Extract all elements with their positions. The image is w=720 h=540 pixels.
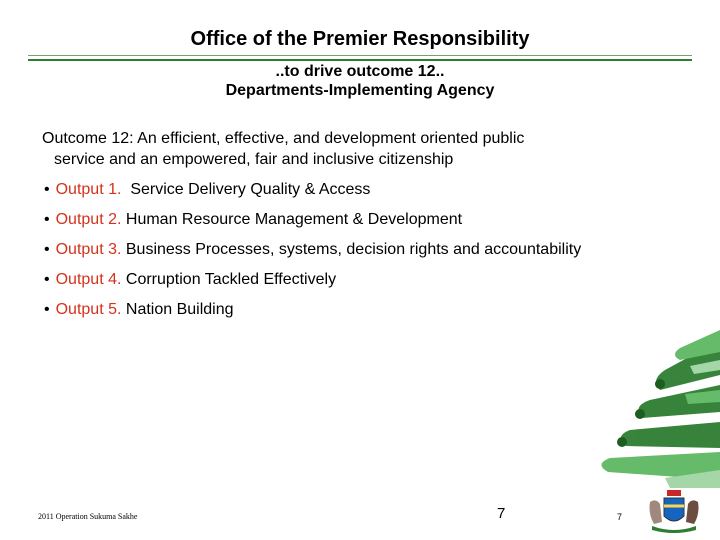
bullet-icon: • [44,211,50,228]
slide-title: Office of the Premier Responsibility [190,28,530,50]
subtitle-line1: ..to drive outcome 12.. [275,63,445,80]
bullet-icon: • [44,181,50,198]
output-label: Output 5. [55,301,122,318]
output-item-3 [44,240,581,270]
subtitle-line2: Departments-Implementing Agency [225,82,495,99]
footer-caption: 2011 Operation Sukuma Sakhe [38,512,138,521]
output-text: Human Resource Management & Development [121,211,463,228]
bullet-icon: • [44,271,50,288]
bullet-icon: • [44,301,50,318]
green-hands-graphic [570,330,720,490]
output-label: Output 3. [55,241,122,258]
title-rule-thin [28,55,692,56]
output-item-5 [44,300,581,330]
outcome-line1: Outcome 12: An efficient, effective, and development oriented public [42,130,525,147]
output-text: Service Delivery Quality & Access [121,181,371,198]
slide-number-small: 7 [617,512,623,522]
output-text: Business Processes, systems, decision rights and accountability [121,241,582,258]
output-item-2 [44,210,581,240]
bullet-icon: • [44,241,50,258]
outcome-line2: service and an empowered, fair and inclusive citizenship [54,151,454,168]
output-label: Output 4. [55,271,122,288]
title-rule-thick [28,59,692,61]
output-label: Output 2. [55,211,122,228]
output-item-4 [44,270,581,300]
outputs-list [44,180,581,330]
output-text: Corruption Tackled Effectively [121,271,337,288]
outcome-statement [42,128,682,170]
slide-number: 7 [497,505,506,522]
output-item-1 [44,180,581,210]
output-label: Output 1. [55,181,122,198]
coat-of-arms-icon [642,488,706,536]
output-text: Nation Building [121,301,234,318]
